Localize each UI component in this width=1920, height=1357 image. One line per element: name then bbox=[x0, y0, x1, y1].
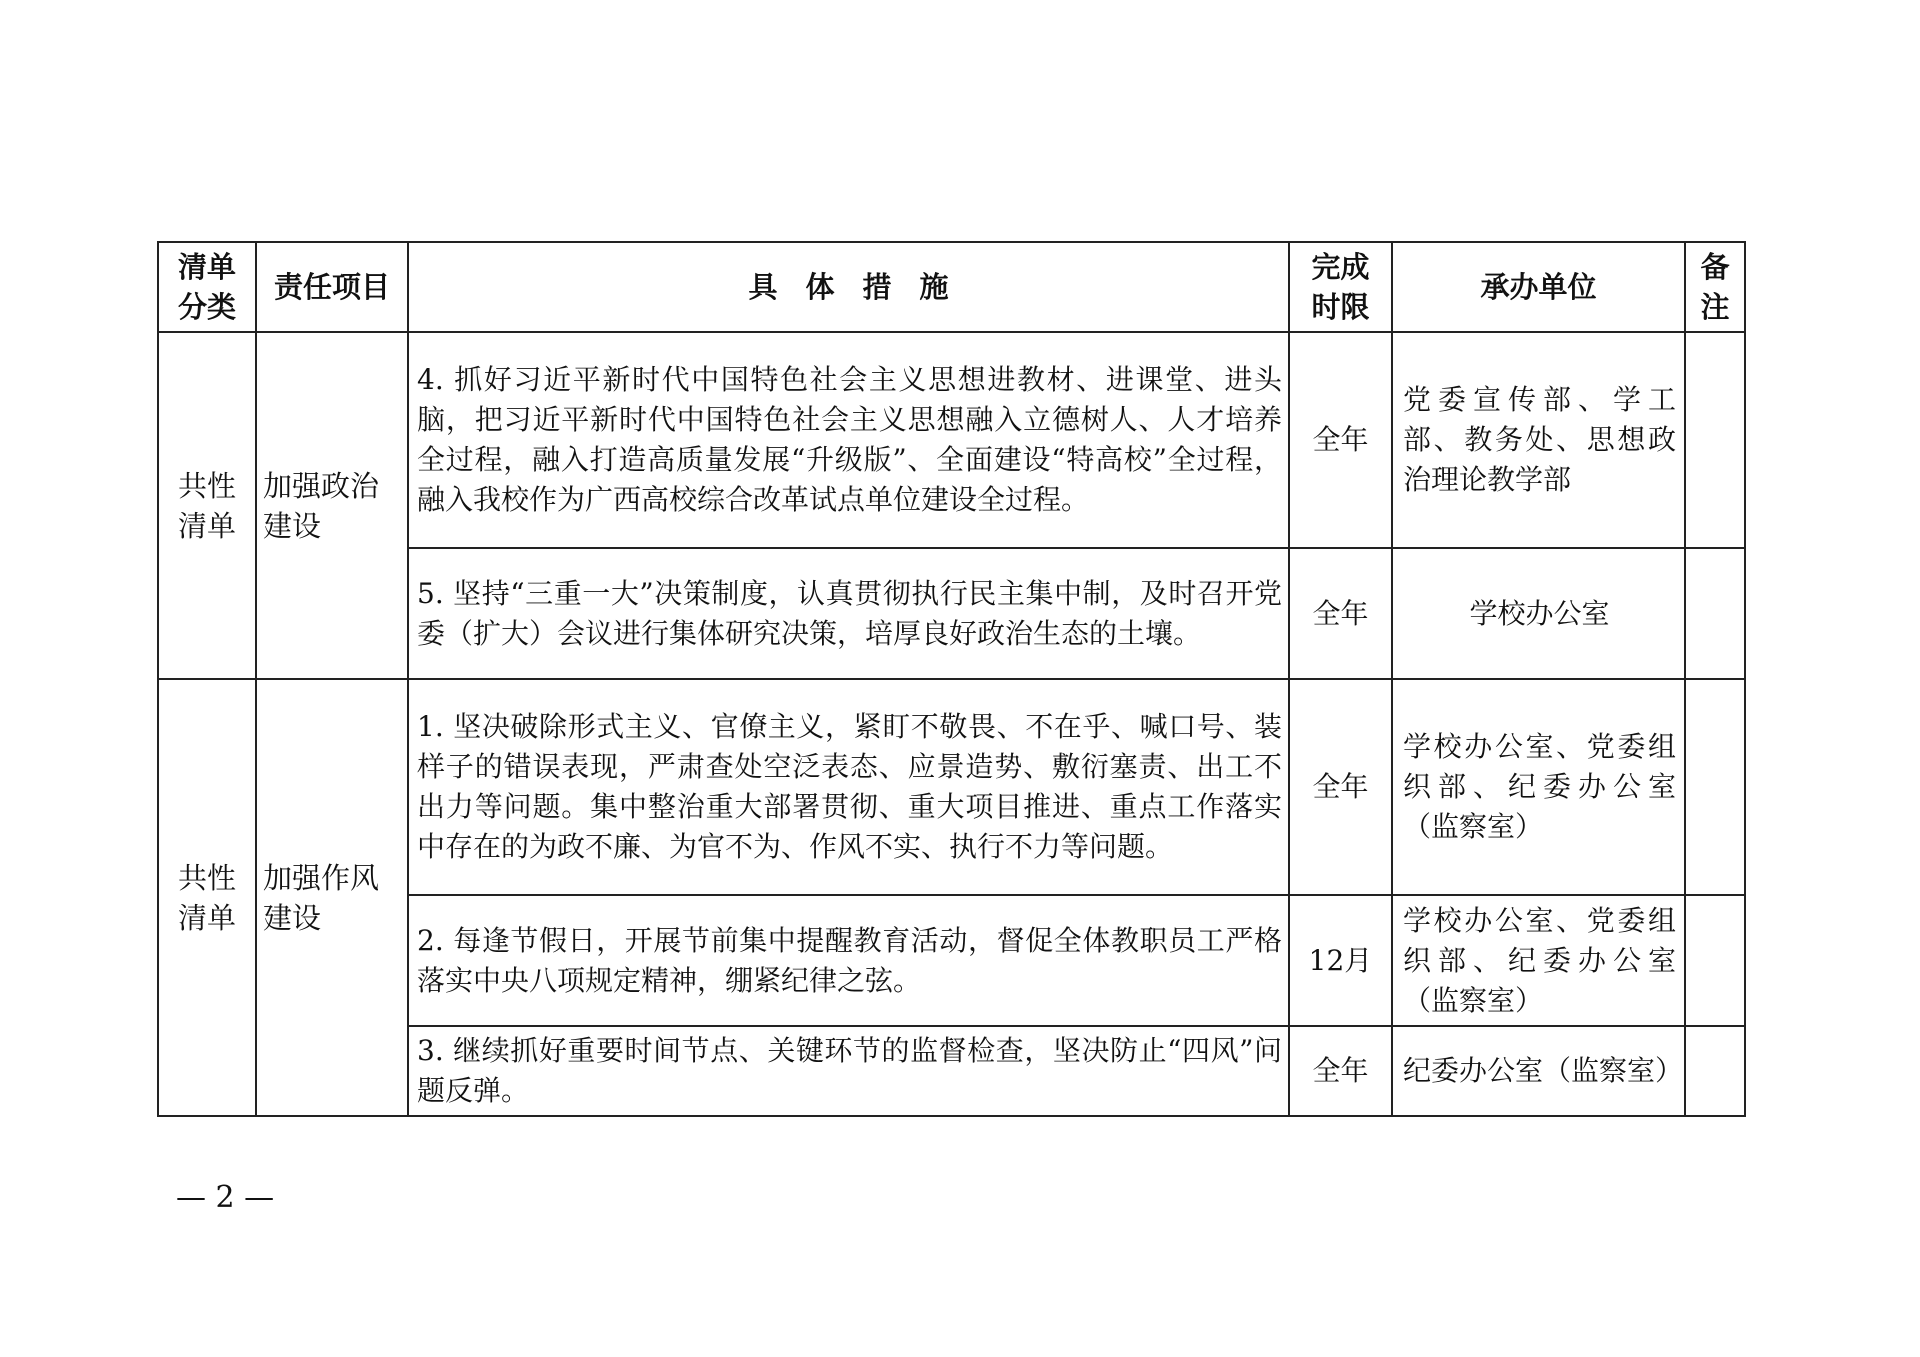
measure-cell: 3. 继续抓好重要时间节点、关键环节的监督检查，坚决防止“四风”问题反弹。 bbox=[408, 1026, 1289, 1116]
deadline-cell: 全年 bbox=[1289, 1026, 1392, 1116]
unit-cell: 纪委办公室（监察室） bbox=[1392, 1026, 1685, 1116]
remark-cell bbox=[1685, 332, 1745, 548]
deadline-cell: 12月 bbox=[1289, 895, 1392, 1026]
deadline-cell: 全年 bbox=[1289, 332, 1392, 548]
measure-cell: 1. 坚决破除形式主义、官僚主义，紧盯不敬畏、不在乎、喊口号、装样子的错误表现，严肃查处空泛表态、应景造势、敷衍塞责、出工不出力等问题。集中整治重大部署贯彻、重大项目推进、重点工作落实中存在的为政不廉、为官不为、作风不实、执行不力等问题。 bbox=[408, 679, 1289, 895]
header-item: 责任项目 bbox=[256, 242, 408, 332]
header-unit: 承办单位 bbox=[1392, 242, 1685, 332]
responsibility-table bbox=[157, 241, 1746, 1117]
table-row bbox=[158, 679, 1745, 895]
page-number: — 2 — bbox=[176, 1180, 275, 1215]
measure-cell: 2. 每逢节假日，开展节前集中提醒教育活动，督促全体教职员工严格落实中央八项规定精神，绷紧纪律之弦。 bbox=[408, 895, 1289, 1026]
unit-cell: 学校办公室、党委组织部、纪委办公室（监察室） bbox=[1392, 895, 1685, 1026]
item-cell: 加强政治 建设 bbox=[256, 332, 408, 679]
remark-cell bbox=[1685, 679, 1745, 895]
unit-cell: 学校办公室 bbox=[1392, 548, 1685, 679]
deadline-cell: 全年 bbox=[1289, 548, 1392, 679]
header-measures: 具体措施 bbox=[408, 242, 1289, 332]
remark-cell bbox=[1685, 1026, 1745, 1116]
unit-cell: 党委宣传部、学工部、教务处、思想政治理论教学部 bbox=[1392, 332, 1685, 548]
header-remark: 备 注 bbox=[1685, 242, 1745, 332]
deadline-cell: 全年 bbox=[1289, 679, 1392, 895]
remark-cell bbox=[1685, 895, 1745, 1026]
category-cell: 共性 清单 bbox=[158, 332, 256, 679]
measure-cell: 4. 抓好习近平新时代中国特色社会主义思想进教材、进课堂、进头脑，把习近平新时代中国特色社会主义思想融入立德树人、人才培养全过程，融入打造高质量发展“升级版”、全面建设“特高校”全过程，融入我校作为广西高校综合改革试点单位建设全过程。 bbox=[408, 332, 1289, 548]
unit-cell: 学校办公室、党委组织部、纪委办公室（监察室） bbox=[1392, 679, 1685, 895]
remark-cell bbox=[1685, 548, 1745, 679]
category-cell: 共性 清单 bbox=[158, 679, 256, 1116]
table-row bbox=[158, 332, 1745, 548]
header-deadline: 完成 时限 bbox=[1289, 242, 1392, 332]
measure-cell: 5. 坚持“三重一大”决策制度，认真贯彻执行民主集中制，及时召开党委（扩大）会议进行集体研究决策，培厚良好政治生态的土壤。 bbox=[408, 548, 1289, 679]
item-cell: 加强作风 建设 bbox=[256, 679, 408, 1116]
header-category: 清单 分类 bbox=[158, 242, 256, 332]
table-header-row bbox=[158, 242, 1745, 332]
